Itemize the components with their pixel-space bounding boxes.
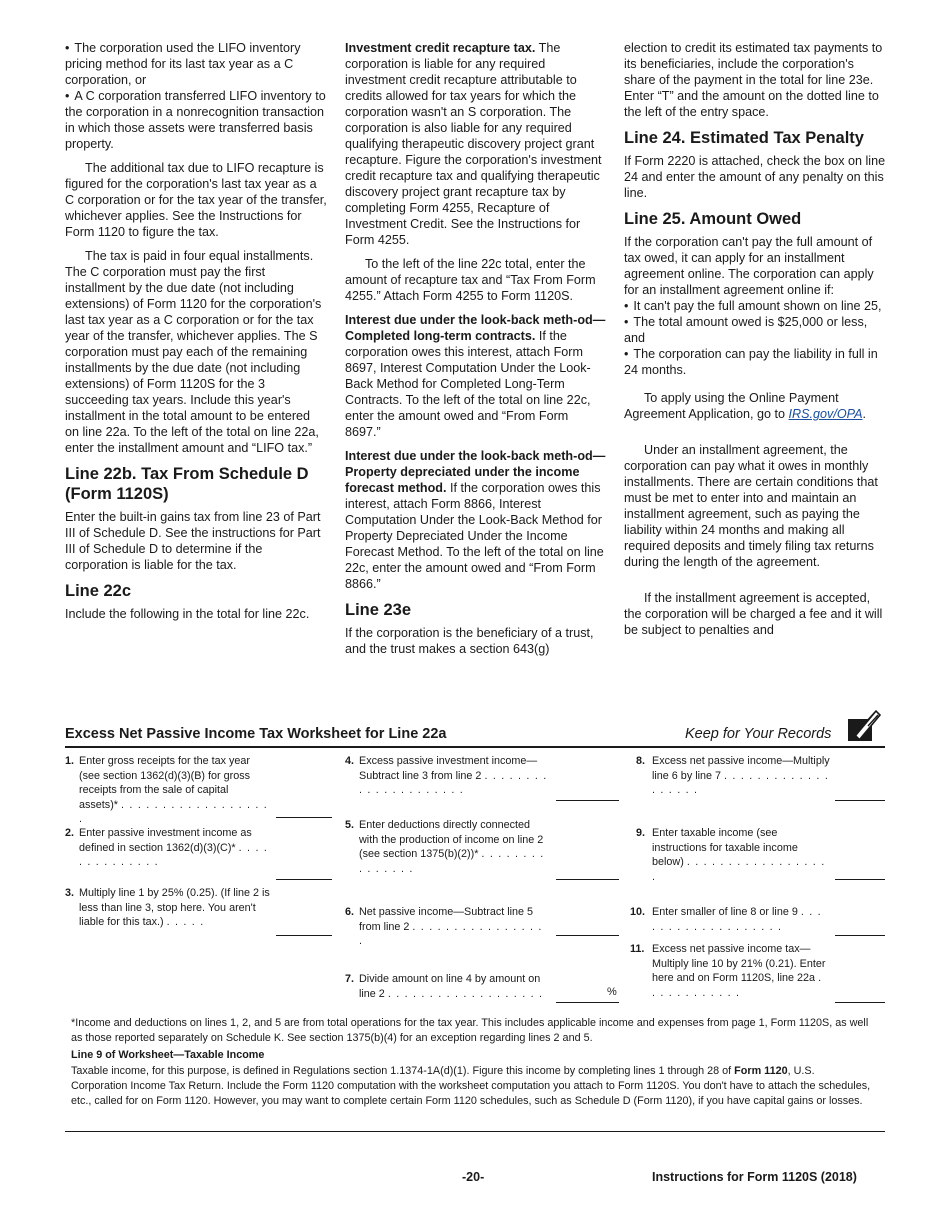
paragraph-line-22c: Include the following in the total for line 22c. (65, 607, 310, 621)
pencil-icon (846, 709, 882, 743)
line-7-entry-space[interactable] (556, 1002, 619, 1003)
worksheet-line-6 (345, 905, 550, 949)
paragraph-form-4255: To the left of the line 22c total, enter the amount of recapture tax and “Tax From Form 4255.” Attach Form 4255 to Form 1120S. (345, 257, 596, 303)
line-description: Enter smaller of line 8 or line 9 (652, 906, 798, 918)
line-description: Excess net passive income tax—Multiply line 10 by 21% (0.21). Enter here and on Form 1120S, line 22a (652, 943, 826, 984)
line-number: 11. (630, 943, 645, 955)
line-1-entry-space[interactable] (276, 817, 332, 818)
bullet-total-owed: • The total amount owed is $25,000 or less, and (624, 314, 886, 346)
taxable-income-heading (71, 1048, 871, 1063)
paragraph-lifo-recapture: The additional tax due to LIFO recapture is figured for the corporation's last tax year as a C corporation or for the tax year of the transfer, whichever applies. See the Instructions for Form 1120 to figure the tax. (65, 161, 327, 239)
line-description: Enter gross receipts for the tax year (see section 1362(d)(3)(B) for gross receipts from the sale of capital assets)* (79, 755, 251, 811)
paragraph-line-23e: If the corporation is the beneficiary of a trust, and the trust makes a section 643(g) (345, 626, 594, 656)
line-text: Enter passive investment income as defined in section 1362(d)(3)(C)* . . . . . . . . . . . . . . (79, 827, 269, 868)
line-description: Multiply line 1 by 25% (0.25). (If line 2 is less than line 3, stop here. You aren't liable for this tax.) (79, 887, 270, 928)
worksheet-top-rule (65, 746, 885, 748)
line-text: Enter taxable income (see instructions for taxable income below) . . . . . . . . . . . . . . . . . . (652, 827, 826, 883)
text-income-forecast: If the corporation owes this interest, attach Form 8866, Interest Computation Under the Look-Back Method for Property Depreciated Under the Income Forecast Method. To the left of the total on line 22c, enter the amount owed and “From Form 8866.” (345, 481, 604, 591)
line-text: Divide amount on line 4 by amount on line 2 . . . . . . . . . . . . . . . . . . . (359, 973, 544, 1000)
text-column-3 (624, 40, 886, 646)
worksheet-line-10 (630, 905, 830, 934)
worksheet-bottom-rule (65, 1131, 885, 1132)
line-number: 2. (65, 827, 75, 839)
runin-income-forecast: Interest due under the look-back meth-od—Property depreciated under the income forecast method. (345, 449, 606, 495)
line-text: Net passive income—Subtract line 5 from line 2 . . . . . . . . . . . . . . . . . (359, 906, 543, 947)
text-investment-credit: The corporation is liable for any required investment credit recapture attributable to credits allowed for tax years for which the corporation wasn't an S corporation. The corporation is also liable for any required qualifying therapeutic discovery project grant recapture. Figure the corporation's investment credit recapture tax and qualifying therapeutic discovery project grant recapture tax by completing Form 4255, Recapture of Investment Credit. See the Instructions for Form 4255. (345, 41, 602, 247)
line-text: Multiply line 1 by 25% (0.25). (If line 2 is less than line 3, stop here. You aren't liable for this tax.) . . . . . (79, 887, 270, 928)
paragraph-line-23e-cont: election to credit its estimated tax payments to its beneficiaries, include the corporation's share of the payment in the total for line 23e. Enter “T” and the amount on the dotted line to the left of the entry space. (624, 41, 883, 119)
paragraph-income-forecast (345, 448, 607, 592)
worksheet-line-1 (65, 754, 270, 827)
form-1120-bold: Form 1120 (734, 1065, 788, 1077)
paragraph-investment-credit (345, 40, 607, 248)
irs-opa-link[interactable]: IRS.gov/OPA (788, 407, 863, 421)
paragraph-installment-agreement: Under an installment agreement, the corporation can pay what it owes in monthly installments. There are certain conditions that must be met to enter into and maintain an installment agreement, such as paying the liability within 24 months and making all required deposits and timely filing tax returns during the length of the agreement. (624, 443, 878, 569)
line-description: Enter passive investment income as defined in section 1362(d)(3)(C)* (79, 827, 252, 854)
worksheet-line-7 (345, 972, 550, 1001)
line-description: Excess passive investment income—Subtract line 3 from line 2 (359, 755, 538, 782)
line-number: 1. (65, 755, 75, 767)
text-long-term-contracts: If the corporation owes this interest, attach Form 8697, Interest Computation Under the Look-Back Method for Completed Long-Term Contracts. To the left of the total on line 22c, enter the amount owed and “From Form 8697.” (345, 329, 591, 439)
line-text: Excess passive investment income—Subtract line 3 from line 2 . . . . . . . . . . . . . . . . . . . . . (359, 755, 548, 796)
text-column-1 (65, 40, 327, 630)
line-number: 7. (345, 973, 355, 985)
line-description: Net passive income—Subtract line 5 from line 2 (359, 906, 534, 933)
page-number: -20- (462, 1170, 485, 1184)
paragraph-installments: The tax is paid in four equal installments. The C corporation must pay the first installment by the due date (not including extensions) of Form 1120 for the corporation's last tax year as a C corporation or for the tax year of the transfer, whichever applies. The S corporation must pay each of the remaining installments by the due date (not including extensions) of Form 1120S for the 3 succeeding tax years. Include this year's installment in the total amount to be entered on line 22a. To the left of the total on line 22a, enter the installment amount and “LIFO tax.” (65, 249, 322, 455)
paragraph-long-term-contracts (345, 312, 607, 440)
line-description: Divide amount on line 4 by amount on line 2 (359, 973, 541, 1000)
taxable-income-text-2: , U.S. Corporation Income Tax Return. Include the Form 1120 computation with the worksheet computation you attach to Form 1120S. You don't have to attach the schedules, etc., called for on Form 1120. However, you may want to complete certain Form 1120 schedules, such as Schedule D (Form 1120), if you have capital gains or losses. (71, 1065, 871, 1107)
worksheet-line-4 (345, 754, 550, 798)
heading-line-22c: Line 22c (65, 582, 132, 600)
keep-for-records-label: Keep for Your Records (685, 726, 832, 742)
paragraph-estimated-tax-penalty: If Form 2220 is attached, check the box on line 24 and enter the amount of any penalty on this line. (624, 154, 886, 200)
paragraph-amount-owed: If the corporation can't pay the full amount of tax owed, it can apply for an installment agreement online. The corporation can apply for an installment agreement online if: (624, 235, 874, 297)
line-8-entry-space[interactable] (835, 800, 885, 801)
text-online-payment: To apply using the Online Payment Agreement Application, go to (624, 391, 839, 421)
paragraph-online-payment (624, 390, 886, 422)
bullet-lifo-method: • The corporation used the LIFO inventory pricing method for its last tax year as a C corporation, or (65, 40, 327, 88)
worksheet-line-9 (630, 826, 830, 884)
line-6-entry-space[interactable] (556, 935, 619, 936)
heading-line-25: Line 25. Amount Owed (624, 210, 802, 228)
line-description: Excess net passive income—Multiply line 6 by line 7 (652, 755, 830, 782)
worksheet-line-8 (630, 754, 830, 798)
worksheet-footnote: *Income and deductions on lines 1, 2, and 5 are from total operations for the tax year. This includes applicable income and expenses from page 1, Form 1120S, as well as those reported separately on Schedule K. See section 1375(b)(4) for an exception regarding lines 2 and 5. (71, 1017, 869, 1044)
worksheet-line-2 (65, 826, 270, 870)
line-text: Enter deductions directly connected with the production of income on line 2 (see section 1375(b)(2))* . . . . . . . . . . . . . . . (359, 819, 545, 875)
heading-line-24: Line 24. Estimated Tax Penalty (624, 129, 864, 147)
worksheet-line-3 (65, 886, 270, 930)
line-11-entry-space[interactable] (835, 1002, 885, 1003)
line-2-entry-space[interactable] (276, 879, 332, 880)
bullet-cant-pay: • It can't pay the full amount shown on line 25, (624, 298, 886, 314)
runin-investment-credit: Investment credit recapture tax. (345, 41, 536, 55)
bullet-lifo-transfer: • A C corporation transferred LIFO inventory to the corporation in a nonrecognition transaction in which those assets were transferred basis property. (65, 88, 327, 152)
line-number: 6. (345, 906, 355, 918)
bullet-pay-liability: • The corporation can pay the liability in full in 24 months. (624, 346, 886, 378)
line-3-entry-space[interactable] (276, 935, 332, 936)
line-number: 3. (65, 887, 75, 899)
line-5-entry-space[interactable] (556, 879, 619, 880)
line-description: Enter deductions directly connected with the production of income on line 2 (see section 1375(b)(2))* (359, 819, 544, 860)
line-text: Enter gross receipts for the tax year (see section 1362(d)(3)(B) for gross receipts from the sale of capital assets)* . . . . . . . . . . . . . . . . . . . (79, 755, 269, 825)
line-text: Excess net passive income—Multiply line 6 by line 7 . . . . . . . . . . . . . . . . . . . (652, 755, 830, 796)
line-description: Enter taxable income (see instructions for taxable income below) (652, 827, 798, 868)
line-number: 10. (630, 906, 646, 918)
line-number: 4. (345, 755, 355, 767)
line-number: 8. (636, 755, 646, 767)
line-number: 5. (345, 819, 355, 831)
taxable-income-heading-text: Line 9 of Worksheet—Taxable Income (71, 1049, 265, 1061)
line-text: Enter smaller of line 8 or line 9 . . . . . . . . . . . . . . . . . . . (652, 906, 822, 933)
worksheet-line-5 (345, 818, 550, 876)
text-period: . (862, 407, 866, 421)
line-9-entry-space[interactable] (835, 879, 885, 880)
worksheet-line-11 (630, 942, 830, 1000)
paragraph-built-in-gains: Enter the built-in gains tax from line 23 of Part III of Schedule D. See the instructions for Part III of Schedule D to determine if the corporation is liable for the tax. (65, 510, 321, 572)
paragraph-agreement-accepted: If the installment agreement is accepted, the corporation will be charged a fee and it will be subject to penalties and (624, 591, 883, 637)
taxable-income-text-1: Taxable income, for this purpose, is defined in Regulations section 1.1374-1A(d)(1). Figure this income by completing lines 1 through 28 of (71, 1065, 735, 1077)
line-4-entry-space[interactable] (556, 800, 619, 801)
line-text: Excess net passive income tax—Multiply line 10 by 21% (0.21). Enter here and on Form 1120S, line 22a . . . . . . . . . . . . (652, 943, 826, 999)
heading-line-22b: Line 22b. Tax From Schedule D (Form 1120S) (65, 465, 309, 503)
line-number: 9. (636, 827, 646, 839)
taxable-income-body (71, 1064, 871, 1109)
percent-sign: % (607, 986, 617, 998)
text-column-2 (345, 40, 607, 665)
worksheet-title: Excess Net Passive Income Tax Worksheet for Line 22a (65, 726, 447, 742)
footer-form-title: Instructions for Form 1120S (2018) (652, 1170, 857, 1184)
heading-line-23e: Line 23e (345, 601, 412, 619)
runin-long-term-contracts: Interest due under the look-back meth-od—Completed long-term contracts. (345, 313, 606, 343)
line-10-entry-space[interactable] (835, 935, 885, 936)
